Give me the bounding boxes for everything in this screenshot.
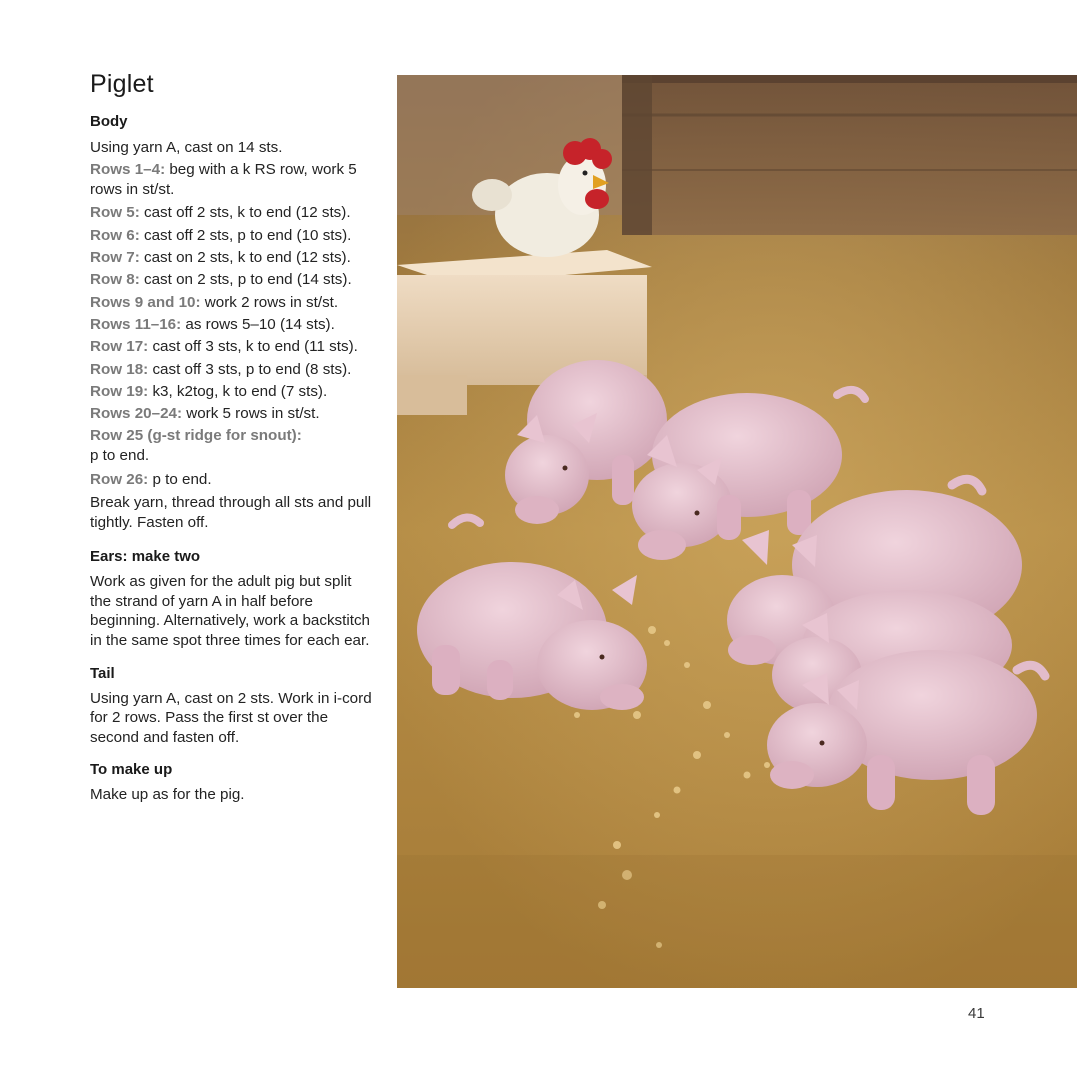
pattern-row xyxy=(90,269,375,291)
page-number: 41 xyxy=(968,1005,985,1022)
row-text: cast off 2 sts, p to end (10 sts). xyxy=(139,226,352,244)
make-up-section xyxy=(90,761,375,805)
pattern-text-column xyxy=(90,70,375,819)
row-label: Rows 20–24: xyxy=(90,405,183,423)
pattern-row xyxy=(90,426,375,465)
body-section xyxy=(90,113,375,532)
body-intro: Using yarn A, cast on 14 sts. xyxy=(90,139,283,156)
pattern-row xyxy=(90,314,375,336)
row-text: cast off 2 sts, k to end (12 sts). xyxy=(139,204,351,222)
row-label: Row 25 (g-st ridge for snout): xyxy=(90,427,302,445)
ears-section xyxy=(90,548,375,650)
row-text: cast off 3 sts, p to end (8 sts). xyxy=(148,360,352,378)
row-text: cast off 3 sts, k to end (11 sts). xyxy=(148,338,358,356)
tail-section xyxy=(90,665,375,748)
ears-heading: Ears: make two xyxy=(90,548,201,566)
body-closing: Break yarn, thread through all sts and pull tightly. Fasten off. xyxy=(90,493,372,531)
make-up-heading: To make up xyxy=(90,761,173,779)
page-title: Piglet xyxy=(90,70,154,98)
pattern-row xyxy=(90,381,375,403)
pattern-row xyxy=(90,336,375,358)
row-label: Row 18: xyxy=(90,360,149,378)
row-text: beg with a k RS row, work 5 rows in st/st. xyxy=(90,161,357,198)
row-label: Row 8: xyxy=(90,271,140,289)
row-label: Row 7: xyxy=(90,249,140,267)
row-label: Rows 9 and 10: xyxy=(90,293,201,311)
row-text: work 2 rows in st/st. xyxy=(200,293,339,311)
pattern-row xyxy=(90,359,375,381)
row-label: Rows 1–4: xyxy=(90,161,166,179)
row-label: Row 5: xyxy=(90,204,140,222)
pattern-row xyxy=(90,160,375,199)
piglets-illustration xyxy=(397,75,1077,988)
pattern-row xyxy=(90,403,375,425)
row-text: as rows 5–10 (14 sts). xyxy=(181,315,335,333)
row-text: p to end. xyxy=(90,447,150,465)
row-text: p to end. xyxy=(148,470,212,488)
row-label: Rows 11–16: xyxy=(90,315,182,333)
row-label: Row 17: xyxy=(90,338,149,356)
pattern-row xyxy=(90,225,375,247)
row-label: Row 26: xyxy=(90,470,149,488)
pattern-row xyxy=(90,247,375,269)
pattern-row xyxy=(90,202,375,224)
row-text: cast on 2 sts, p to end (14 sts). xyxy=(139,271,352,289)
row-label: Row 19: xyxy=(90,382,149,400)
body-heading: Body xyxy=(90,113,128,130)
tail-text: Using yarn A, cast on 2 sts. Work in i-cord for 2 rows. Pass the first st over the second and fasten off. xyxy=(90,689,372,746)
row-text: cast on 2 sts, k to end (12 sts). xyxy=(139,249,351,267)
row-text: work 5 rows in st/st. xyxy=(182,405,320,423)
make-up-text: Make up as for the pig. xyxy=(90,786,245,804)
row-label: Row 6: xyxy=(90,226,140,244)
ears-text: Work as given for the adult pig but split the strand of yarn A in half before beginning. Alternatively, work a backstitch in the same spot three times for each ear. xyxy=(90,573,370,649)
tail-heading: Tail xyxy=(90,664,115,682)
piglets-photo xyxy=(397,75,1077,988)
pattern-row xyxy=(90,292,375,314)
pattern-row xyxy=(90,469,375,491)
row-text: k3, k2tog, k to end (7 sts). xyxy=(148,382,328,400)
